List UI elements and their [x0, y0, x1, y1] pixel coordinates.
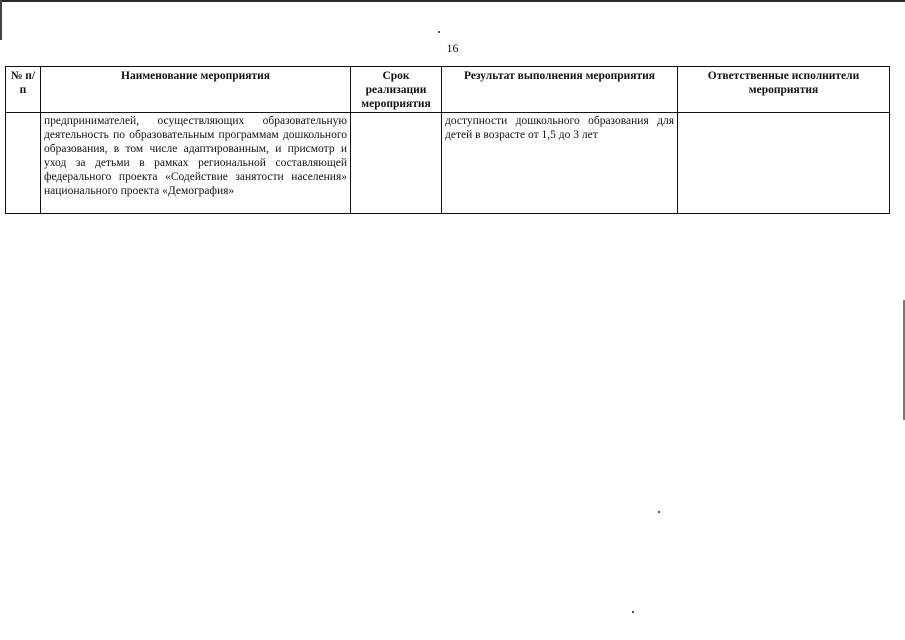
- table-row: [6, 113, 890, 214]
- cell-term: [351, 113, 442, 214]
- header-result: Результат выполнения мероприятия: [442, 67, 678, 113]
- cell-number: [6, 113, 41, 214]
- table-header-row: [6, 67, 890, 113]
- scan-speck: [658, 511, 660, 513]
- scan-edge-top: [0, 0, 905, 2]
- cell-activity-name: предпринимателей, осуществляющих образовательную деятельность по образовательным программам дошкольного образования, в том числе адаптированным, и присмотр и уход за детьми в рамках региональной составляющей федерального проекта «Содействие занятости населения» национального проекта «Демография»: [41, 113, 351, 214]
- header-number: № п/п: [6, 67, 41, 113]
- scan-speck: [632, 611, 634, 613]
- cell-result: доступности дошкольного образования для детей в возрасте от 1,5 до 3 лет: [442, 113, 678, 214]
- scan-speck: [438, 31, 440, 33]
- activities-table: [5, 66, 890, 214]
- header-implementation-term: Срок реализации мероприятия: [351, 67, 442, 113]
- cell-responsible: [678, 113, 890, 214]
- header-responsible: Ответственные исполнители мероприятия: [678, 67, 890, 113]
- page-number: 16: [446, 41, 459, 55]
- header-activity-name: Наименование мероприятия: [41, 67, 351, 113]
- scan-edge-left: [0, 0, 2, 40]
